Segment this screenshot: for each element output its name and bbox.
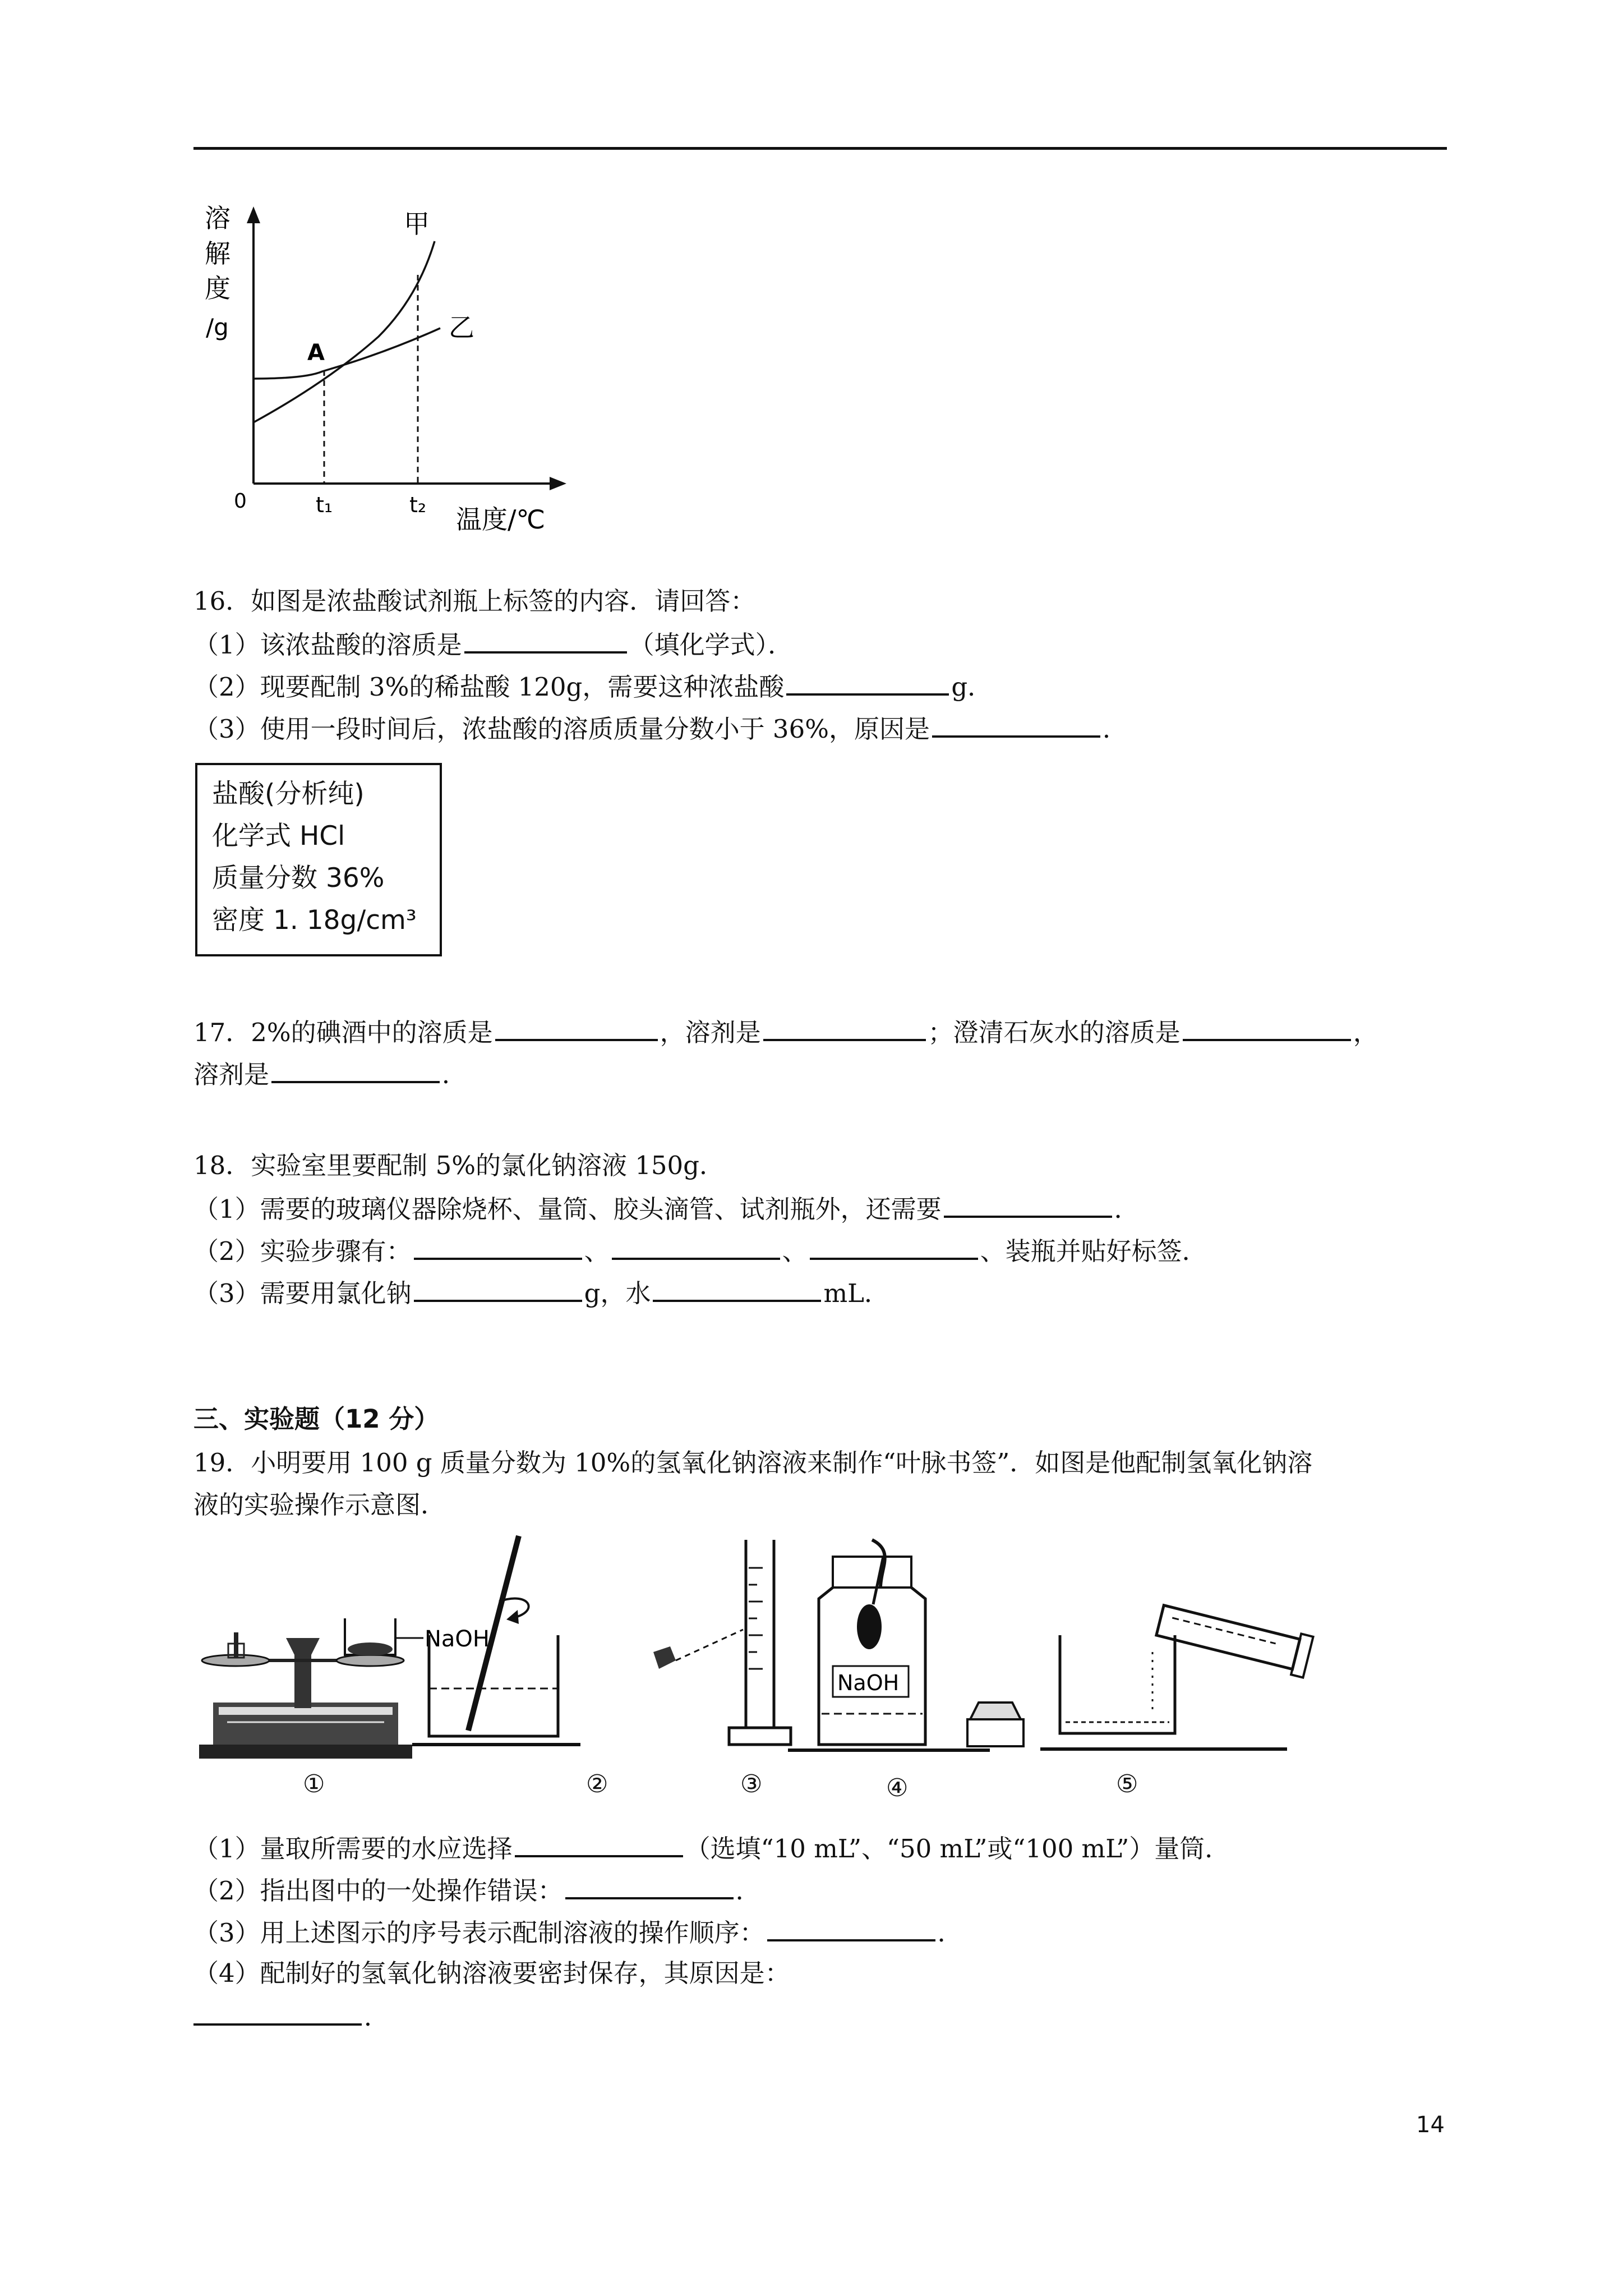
q16-p2-post: g． [951, 672, 993, 702]
answer-blank[interactable] [193, 1999, 362, 2026]
q16-p1-post: （填化学式）． [629, 630, 794, 660]
answer-blank[interactable] [495, 1014, 658, 1041]
answer-blank[interactable] [763, 1014, 926, 1041]
y-axis-arrow [247, 206, 260, 223]
header-rule [193, 147, 1447, 150]
q19-part3 [193, 1915, 963, 1950]
q17-text: ， [1353, 1018, 1378, 1047]
q19-stem-line2: 液的实验操作示意图． [193, 1490, 446, 1520]
series-yi-line [253, 328, 440, 379]
q19-p3-text: （3）用上述图示的序号表示配制溶液的操作顺序： [193, 1918, 765, 1948]
reagent-bottle-illustration [788, 1540, 1023, 1750]
bottle-naoh-label: NaOH [837, 1671, 900, 1695]
q18-p3-mid: g，水 [584, 1278, 651, 1308]
q18-sep: 、 [584, 1236, 610, 1266]
q17-line2 [193, 1056, 467, 1092]
answer-blank[interactable] [612, 1233, 780, 1260]
q18-part1 [193, 1191, 1140, 1226]
q18-sep: 、 [782, 1236, 808, 1266]
q19-p3-post: ． [937, 1918, 963, 1948]
q19-part1 [193, 1830, 1230, 1866]
answer-blank[interactable] [464, 627, 627, 654]
answer-blank[interactable] [271, 1056, 440, 1083]
answer-blank[interactable] [1183, 1014, 1351, 1041]
q17-text: ；澄清石灰水的溶质是 [928, 1018, 1181, 1047]
q19-part4-answer [193, 1999, 389, 2034]
x-axis-arrow [550, 477, 566, 490]
figure-label-5: ⑤ [1116, 1770, 1138, 1798]
q17-text: ． [442, 1060, 468, 1089]
x-axis-label: 温度/℃ [456, 504, 546, 535]
reagent-label [195, 763, 442, 956]
q16-part3 [193, 711, 1128, 746]
reagent-label-line: 密度 1. 18g/cm³ [212, 905, 417, 936]
q18-stem: 18．实验室里要配制 5%的氯化钠溶液 150g． [193, 1151, 725, 1180]
q17-text: 溶剂是 [193, 1060, 270, 1089]
q16-p3-post: ． [1102, 714, 1128, 744]
answer-blank[interactable] [932, 711, 1100, 738]
pouring-illustration [1040, 1600, 1313, 1749]
q17-text: ，溶剂是 [660, 1018, 761, 1047]
series-yi-label: 乙 [449, 312, 474, 343]
figure-label-2: ② [586, 1770, 608, 1798]
section-title: 三、实验题（12 分） [193, 1404, 440, 1434]
y-axis-label-1: 溶 [205, 203, 230, 233]
q19-p4-end: ． [364, 2002, 390, 2032]
q18-p2-post: 、装瓶并贴好标签． [980, 1236, 1207, 1266]
reagent-label-line: 化学式 HCl [212, 821, 345, 852]
q16-part1 [193, 627, 793, 662]
graduated-cylinder-illustration [729, 1540, 791, 1745]
naoh-label: NaOH [425, 1626, 490, 1652]
q18-p3-text: （3）需要用氯化钠 [193, 1278, 412, 1308]
x-tick-t2: t₂ [409, 493, 427, 517]
y-axis-label-2: 解 [205, 238, 230, 269]
point-a-label: A [307, 340, 325, 366]
y-axis-label-4: /g [206, 314, 229, 341]
q18-p1-post: ． [1114, 1194, 1140, 1224]
answer-blank[interactable] [515, 1830, 683, 1857]
q18-p2-text: （2）实验步骤有： [193, 1236, 412, 1266]
reagent-label-line: 盐酸(分析纯) [212, 779, 365, 809]
q16-part2 [193, 669, 993, 704]
series-jia-label: 甲 [404, 209, 430, 239]
series-jia-line [253, 241, 435, 422]
origin-label: 0 [234, 490, 247, 513]
answer-blank[interactable] [767, 1915, 935, 1941]
q19-p2-post: ． [735, 1876, 761, 1906]
q18-part3 [193, 1275, 889, 1310]
q18-part2 [193, 1233, 1207, 1268]
q19-part2 [193, 1872, 761, 1908]
y-axis-label-3: 度 [205, 273, 230, 303]
reagent-label-line: 质量分数 36% [212, 863, 385, 894]
q19-stem-line1: 19．小明要用 100 g 质量分数为 10%的氢氧化钠溶液来制作“叶脉书签”．如图是他配制氢氧化钠溶 [193, 1448, 1313, 1478]
q16-p2-text: （2）现要配制 3%的稀盐酸 120g，需要这种浓盐酸 [193, 672, 785, 702]
q19-part4: （4）配制好的氢氧化钠溶液要密封保存，其原因是： [193, 1958, 790, 1988]
figure-label-4: ④ [886, 1774, 909, 1802]
q17-text: 17．2%的碘酒中的溶质是 [193, 1018, 493, 1047]
figure-label-1: ① [303, 1770, 325, 1798]
q17-line1 [193, 1014, 1378, 1050]
answer-blank[interactable] [414, 1275, 582, 1302]
answer-blank[interactable] [810, 1233, 978, 1260]
x-tick-t1: t₁ [316, 493, 333, 517]
balance-illustration [199, 1618, 423, 1759]
solubility-chart [193, 196, 586, 544]
answer-blank[interactable] [653, 1275, 821, 1302]
answer-blank[interactable] [565, 1872, 734, 1899]
q19-p1-text: （1）量取所需要的水应选择 [193, 1834, 513, 1864]
q19-p2-text: （2）指出图中的一处操作错误： [193, 1876, 563, 1906]
q16-p1-text: （1）该浓盐酸的溶质是 [193, 630, 462, 660]
answer-blank[interactable] [944, 1191, 1112, 1218]
q16-stem: 16．如图是浓盐酸试剂瓶上标签的内容．请回答： [193, 586, 756, 616]
experiment-figure [193, 1534, 1343, 1775]
q18-p3-post: mL． [823, 1278, 890, 1308]
q18-p1-text: （1）需要的玻璃仪器除烧杯、量筒、胶头滴管、试剂瓶外，还需要 [193, 1194, 942, 1224]
answer-blank[interactable] [414, 1233, 582, 1260]
figure-label-3: ③ [740, 1770, 763, 1798]
q19-p1-post: （选填“10 mL”、“50 mL”或“100 mL”）量筒． [685, 1834, 1230, 1864]
page-number: 14 [1416, 2112, 1445, 2138]
q16-p3-text: （3）使用一段时间后，浓盐酸的溶质质量分数小于 36%，原因是 [193, 714, 930, 744]
answer-blank[interactable] [786, 669, 949, 696]
